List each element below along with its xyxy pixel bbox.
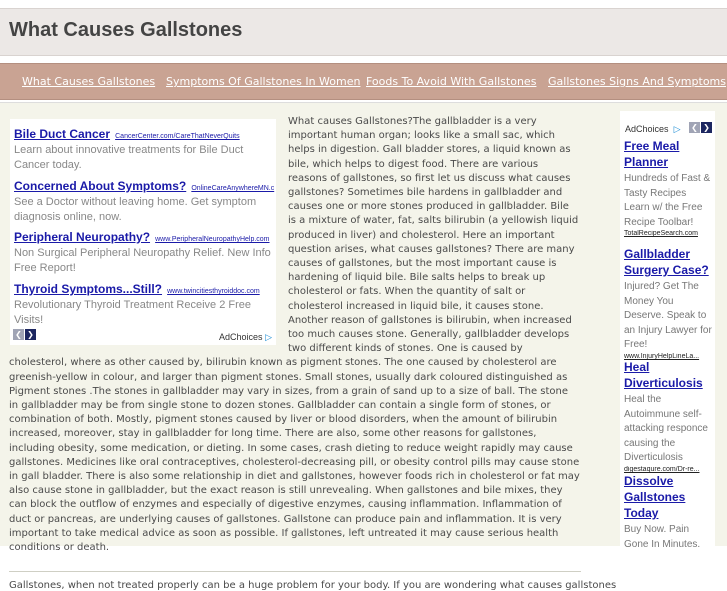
ad-item[interactable] (14, 175, 276, 225)
ad-title[interactable]: Concerned About Symptoms? (14, 179, 187, 193)
ad-url[interactable]: www.twincitiesthyroiddoc.com (167, 288, 260, 295)
nav-link-foods-to-avoid[interactable]: Foods To Avoid With Gallstones (366, 75, 537, 88)
ad-text: Heal the Autoimmune self-attacking responce causing the Diverticulosis (624, 394, 708, 464)
ad-url[interactable]: CancerCenter.com/CareThatNeverQuits (115, 133, 240, 140)
ad-title[interactable]: Dissolve Gallstones Today (624, 474, 686, 520)
ad-url[interactable]: TotalRecipeSearch.com (624, 230, 698, 238)
nav-link-what-causes-gallstones[interactable]: What Causes Gallstones (22, 75, 156, 88)
ad-pager (689, 117, 713, 136)
right-ad-column (620, 111, 715, 551)
ad-item[interactable] (624, 138, 714, 237)
article-divider (9, 571, 581, 572)
ad-item[interactable] (624, 246, 714, 360)
adchoices-label[interactable]: AdChoices (625, 124, 669, 134)
ad-item[interactable] (14, 123, 276, 173)
nav-link-signs-and-symptoms[interactable]: Gallstones Signs And Symptoms (548, 75, 726, 88)
prev-arrow-icon[interactable]: ❮ (689, 122, 700, 133)
ad-title[interactable]: Gallbladder Surgery Case? (624, 247, 709, 277)
ad-title[interactable]: Peripheral Neuropathy? (14, 230, 151, 244)
ad-title[interactable]: Bile Duct Cancer (14, 127, 111, 141)
ad-url[interactable]: www.PeripheralNeuropathyHelp.com (155, 236, 270, 243)
ad-text: Hundreds of Fast & Tasty Recipes Learn w/ the Free Recipe Toolbar! (624, 173, 711, 228)
ad-text: Non Surgical Peripheral Neuropathy Relief. New Info Free Report! (14, 247, 271, 274)
ad-pager (13, 324, 37, 343)
ad-text: See a Doctor without leaving home. Get symptom diagnosis online, now. (14, 196, 257, 223)
site-title[interactable]: What Causes Gallstones (9, 19, 243, 41)
ad-text: Injured? Get The Money You Deserve. Speak to an Injury Lawyer for Free! (624, 281, 712, 351)
ad-url[interactable]: www.InjuryHelpLineLa... (624, 352, 700, 360)
site-header (0, 8, 727, 56)
left-ad-block (10, 119, 276, 345)
adchoices-icon[interactable]: ▷ (265, 332, 272, 342)
adchoices-link[interactable] (219, 332, 272, 343)
ad-item[interactable] (14, 278, 276, 328)
main-nav (0, 63, 727, 100)
adchoices-label[interactable]: AdChoices (219, 332, 263, 342)
content-area (0, 102, 727, 591)
ad-title[interactable]: Thyroid Symptoms...Still? (14, 282, 163, 296)
nav-link-symptoms-in-women[interactable]: Symptoms Of Gallstones In Women (166, 75, 361, 88)
ad-text: Buy Now. Pain Gone In Minutes. (624, 524, 701, 550)
next-arrow-icon[interactable]: ❯ (25, 329, 36, 340)
next-arrow-icon[interactable]: ❯ (701, 122, 712, 133)
article-paragraph-1: What causes Gallstones?The gallbladder is a very important human organ; looks like a small sac, which helps in digestion. Gall bladder stores, a liquid known as bile, which helps to digest food. There are various reasons of gallstones, so first let us discuss what causes gallstones? Sometimes bile hardens in gallbladder and causes one or more stones produced in gallbladder. Bile is a mixture of water, fat, salts bilirubin (a yellowish liquid produced in liver) and cholesterol. Here an important question arises, what causes gallstones? There are many causes of gallstones, but the most important cause is hardening of liquid bile. Bile salts helps to break up cholesterol or fats. When the quantity of salt or cholesterol increased in liquid bile, it causes stone. Another reason of gallstones is bilirubin, when increased too much causes stone. Generally, gallbladder develops two different kinds of stones. One is caused by cholesterol, where as other caused by, bilirubin known as pigment stones. The one caused by cholesterol are greenish-yellow in colour, and larger than pigment stones. Small stones, usually dark coloured distinguished as Pigment stones .The stones in gallbladder may vary in sizes, from a grain of sand up to a size of ball. The stone in gallbladder may be from single stone to dozen stones. Gallbladder can contain a single form of stones, or combination of both. Mostly, pigment stones caused by liver or blood disorders, when the amount of bilirubin increased, moreover, stay in gallbladder for long time. There are also, some other reasons for gallstones, including obesity, some medication, or dieting. In some cases, crash dieting to reduce weight rapidly may cause gallstones. Medicines like oral contraceptives, cholesterol-decreasing pill, or obesity control pills may cause stone in gall bladder. There is also some relationship in diet and gallstones, however foods rich in cholesterol or fat may also cause stone in gallbladder, but the exact reason is still unrevealing. When gallstones and bile mixes, they can block the outflow of enzymes and especially of digestive enzymes, causing inflammation. Inflammation of duct or pancreas, are underlying causes of gallstones. Gallstone can produce pain and inflammation. It is very important to take medical advice as soon as possible. If gallstones, left untreated it may cause serious health conditions or death. (9, 116, 580, 554)
ad-title[interactable]: Free Meal Planner (624, 139, 680, 169)
ad-item[interactable] (14, 226, 276, 276)
ad-url[interactable]: digestaqure.com/Dr-re... (624, 465, 700, 473)
ad-url[interactable]: OnlineCareAnywhereMN.c (191, 185, 275, 192)
ad-text: Learn about innovative treatments for Bile Duct Cancer today. (14, 144, 244, 171)
prev-arrow-icon[interactable]: ❮ (13, 329, 24, 340)
ad-text: Revolutionary Thyroid Treatment Receive 2 Free Visits! (14, 299, 252, 326)
ad-title[interactable]: Heal Diverticulosis (624, 360, 703, 390)
article-paragraph-2: Gallstones, when not treated properly can be a huge problem for your body. If you are wondering what causes gallstones (9, 580, 617, 591)
ad-item[interactable] (624, 359, 714, 473)
adchoices-icon[interactable]: ▷ (673, 125, 681, 135)
ad-item[interactable] (624, 473, 714, 551)
